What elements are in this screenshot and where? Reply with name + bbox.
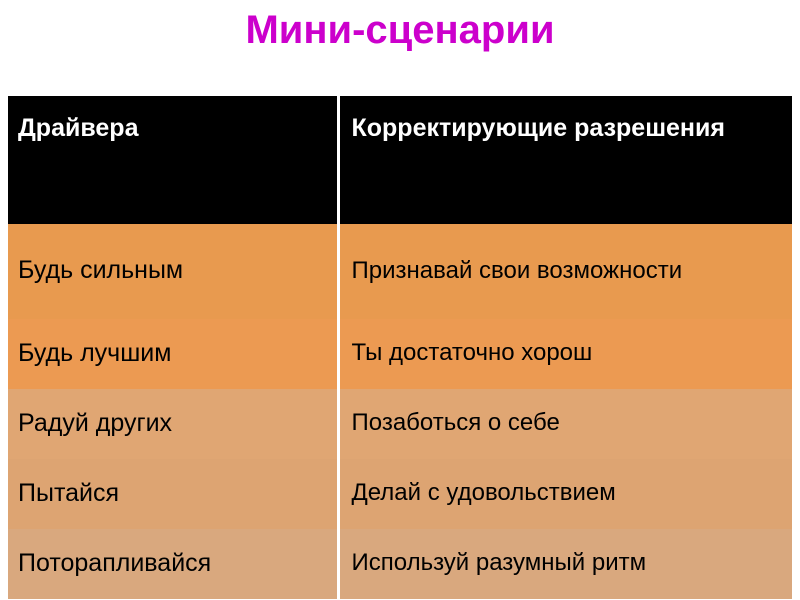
driver-cell: Радуй других [8, 389, 338, 459]
driver-cell: Пытайся [8, 459, 338, 529]
column-header-permissions: Корректирующие разрешения [338, 96, 792, 224]
column-header-drivers: Драйвера [8, 96, 338, 224]
permission-cell: Позаботься о себе [338, 389, 792, 459]
table-row [8, 389, 792, 459]
table-row [8, 459, 792, 529]
table-header-row [8, 96, 792, 224]
permission-cell: Используй разумный ритм [338, 529, 792, 599]
permission-cell: Делай с удовольствием [338, 459, 792, 529]
scenarios-table-wrapper [8, 96, 792, 599]
page-title: Мини-сценарии [245, 8, 555, 52]
permission-cell: Ты достаточно хорош [338, 319, 792, 389]
permission-cell: Признавай свои возможности [338, 224, 792, 319]
table-row [8, 224, 792, 319]
table-row [8, 319, 792, 389]
table-row [8, 529, 792, 599]
driver-cell: Будь сильным [8, 224, 338, 319]
driver-cell: Будь лучшим [8, 319, 338, 389]
scenarios-table [8, 96, 792, 599]
driver-cell: Поторапливайся [8, 529, 338, 599]
